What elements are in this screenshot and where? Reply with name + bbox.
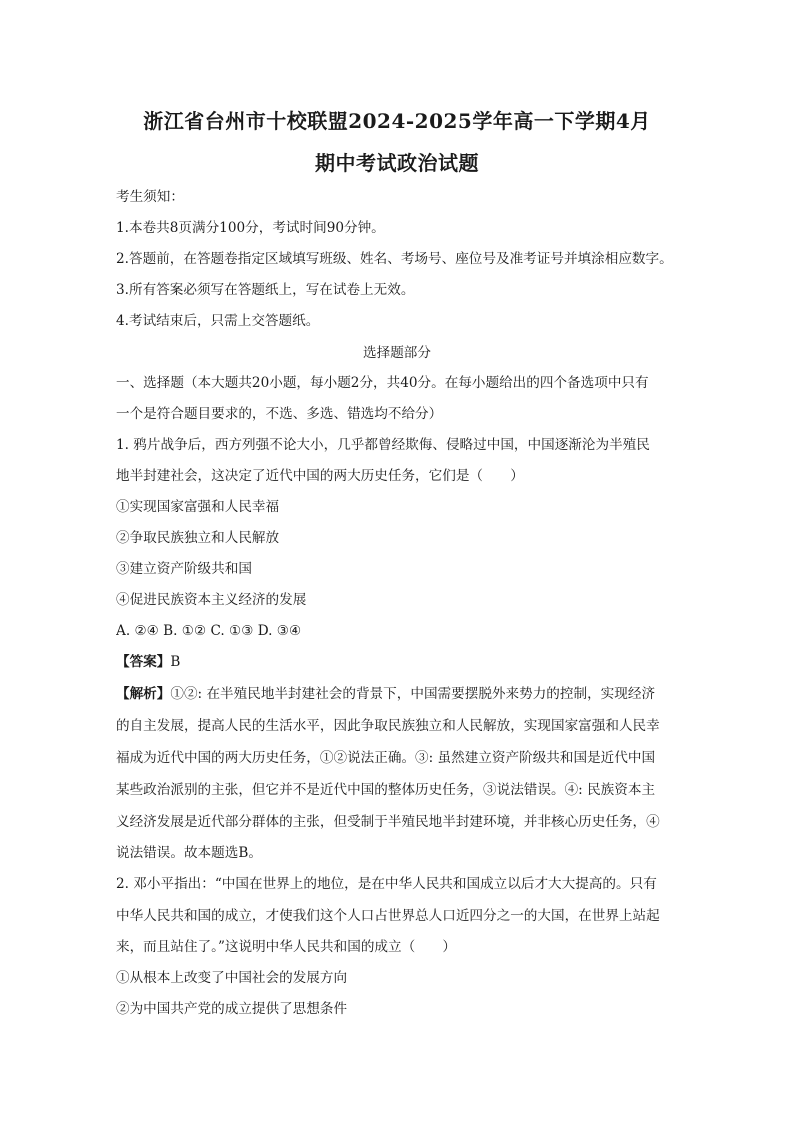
q1-analysis-line6: 说法错误。故本题选B。 [116,845,262,861]
q1-option-3: ③建立资产阶级共和国 [116,561,252,577]
q1-analysis-line1 [116,684,686,704]
q2-stem-line1: 2. 邓小平指出：“中国在世界上的地位，是在中华人民共和国成立以后才大大提高的。只有 [116,876,657,892]
q2-stem-line3: 来，而且站住了。”这说明中华人民共和国的成立（ ） [116,939,456,955]
analysis-label: 【解析】 [116,686,171,702]
notice-item-2: 2.答题前，在答题卷指定区域填写班级、姓名、考场号、座位号及准考证号并填涂相应数字。 [116,251,673,267]
q1-option-1: ①实现国家富强和人民幸福 [116,499,280,515]
notice-item-4: 4.考试结束后，只需上交答题纸。 [116,313,320,329]
q2-option-1: ①从根本上改变了中国社会的发展方向 [116,970,348,986]
q1-option-4: ④促进民族资本主义经济的发展 [116,592,307,608]
notice-heading: 考生须知： [116,189,184,205]
analysis-text: ①②: 在半殖民地半封建社会的背景下，中国需要摆脱外来势力的控制，实现经济 [170,686,656,702]
q1-choices: A. ②④ B. ①② C. ①③ D. ③④ [116,623,302,639]
exam-title-line1: 浙江省台州市十校联盟2024-2025学年高一下学期4月 [143,109,651,133]
q2-option-2: ②为中国共产党的成立提供了思想条件 [116,1001,348,1017]
answer-value: B [170,654,181,670]
q1-analysis-line2: 的自主发展，提高人民的生活水平，因此争取民族独立和人民解放，实现国家富强和人民幸 [116,718,660,734]
q1-analysis-line5: 义经济发展是近代部分群体的主张，但受制于半殖民地半封建环境，并非核心历史任务，④ [116,814,660,830]
section-instructions-line2: 一个是符合题目要求的，不选、多选、错选均不给分） [116,406,443,422]
section-instructions-line1: 一、选择题（本大题共20小题，每小题2分，共40分。在每小题给出的四个备选项中只有 [116,375,649,391]
section-title: 选择题部分 [363,345,431,361]
exam-title-line2: 期中考试政治试题 [315,151,479,175]
q1-stem-line2: 地半封建社会，这决定了近代中国的两大历史任务，它们是（ ） [116,468,524,484]
q2-stem-line2: 中华人民共和国的成立，才使我们这个人口占世界总人口近四分之一的大国，在世界上站起 [116,908,660,924]
answer-label: 【答案】 [116,654,171,670]
q1-analysis-line4: 某些政治派别的主张，但它并不是近代中国的整体历史任务，③说法错误。④: 民族资本主 [116,782,656,798]
q1-option-2: ②争取民族独立和人民解放 [116,530,280,546]
q1-answer [116,652,686,672]
q1-analysis-line3: 福成为近代中国的两大历史任务，①②说法正确。③: 虽然建立资产阶级共和国是近代中国 [116,750,656,766]
notice-item-3: 3.所有答案必须写在答题纸上，写在试卷上无效。 [116,282,415,298]
notice-item-1: 1.本卷共8页满分100分，考试时间90分钟。 [116,220,385,236]
q1-stem-line1: 1. 鸦片战争后，西方列强不论大小，几乎都曾经欺侮、侵略过中国，中国逐渐沦为半殖民 [116,437,650,453]
